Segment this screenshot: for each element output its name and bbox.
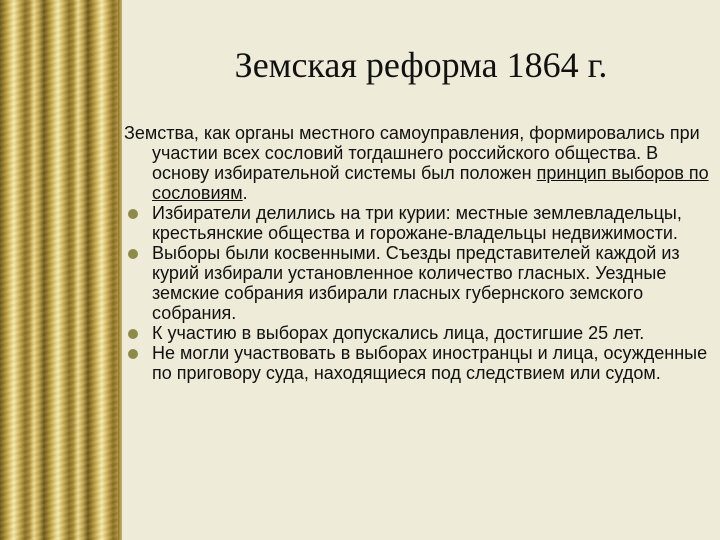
bullet-item [124, 343, 710, 383]
bullet-item [124, 323, 710, 343]
bullet-item [124, 243, 710, 323]
bullet-dot-icon [128, 329, 138, 339]
bullet-text: Не могли участвовать в выборах иностранцы и лица, осужденные по приговору суда, находящиеся под следствием или судом. [152, 343, 708, 383]
bullet-dot-icon [128, 249, 138, 259]
slide-title: Земская реформа 1864 г. [234, 45, 608, 85]
slide-body [124, 123, 710, 383]
bullet-text: К участию в выборах допускались лица, достигшие 25 лет. [152, 323, 645, 343]
bullet-item [124, 203, 710, 243]
intro-text: Земства, как органы местного самоуправления, формировались при участии всех сословий тогдашнего российского общества. В основу избирательной системы был положен [124, 123, 700, 183]
decorative-gold-border [0, 0, 118, 540]
bullet-text: Выборы были косвенными. Съезды представителей каждой из курий избирали установленное количество гласных. Уездные земские собрания избирали гласных губернского земского собрания. [152, 243, 680, 323]
intro-paragraph [124, 123, 710, 203]
bullet-dot-icon [128, 349, 138, 359]
bullet-dot-icon [128, 209, 138, 219]
intro-text-end: . [242, 183, 248, 203]
intro-underlined-text: принцип выборов по сословиям [152, 163, 709, 203]
bullet-text: Избиратели делились на три курии: местные землевладельцы, крестьянские общества и горожане-владельцы недвижимости. [152, 203, 682, 243]
